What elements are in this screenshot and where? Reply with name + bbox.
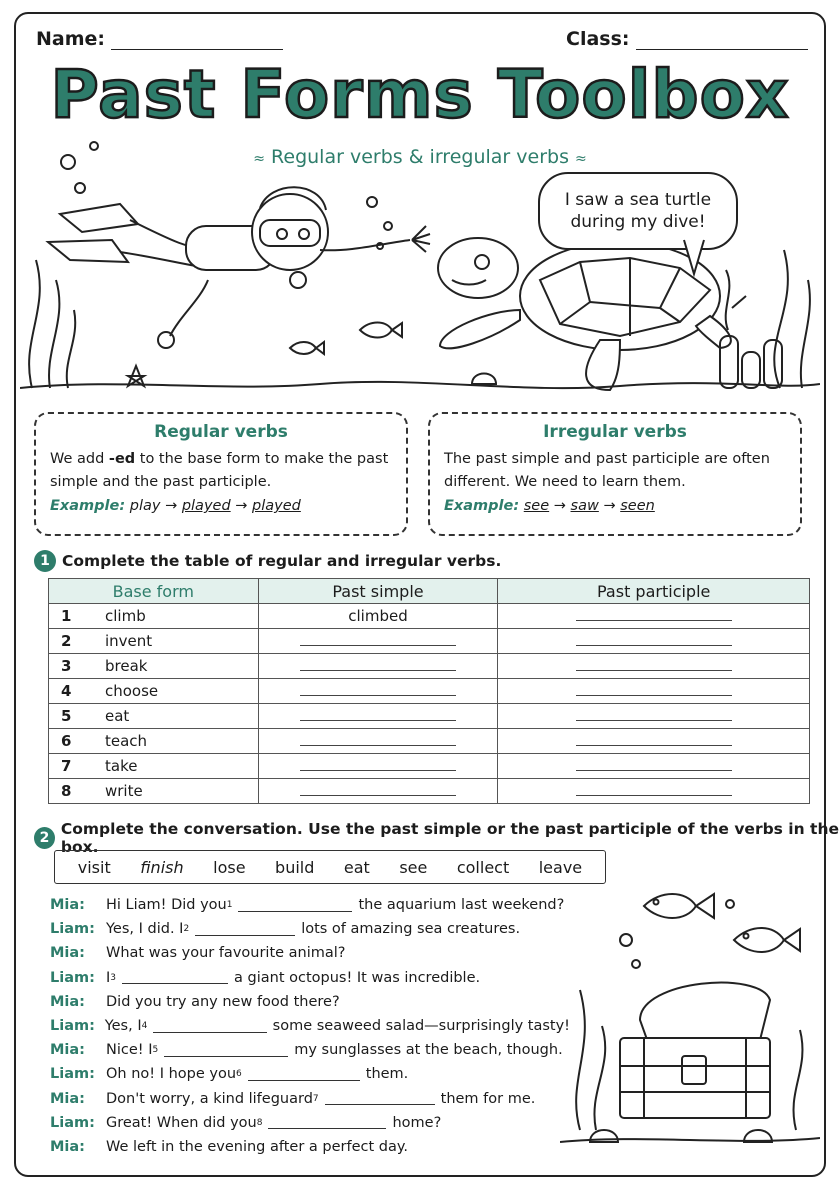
word-box-item: leave: [538, 857, 583, 877]
bubble-icon: [61, 155, 75, 169]
gap-number: 4: [141, 1021, 148, 1032]
dialogue-text: We left in the evening after a perfect day.: [106, 1138, 408, 1155]
word-box-item: build: [275, 857, 315, 877]
past-simple-cell[interactable]: [258, 654, 498, 679]
bubble-icon: [367, 197, 377, 207]
dialogue-text: Oh no! I hope you: [106, 1066, 237, 1083]
base-form-cell: [49, 704, 259, 729]
fish-icon: [644, 894, 714, 918]
seaweed-icon: [29, 260, 75, 388]
base-form-text: choose: [105, 682, 159, 700]
answer-gap[interactable]: [325, 1092, 435, 1105]
answer-line[interactable]: [300, 732, 456, 746]
base-form-cell: [49, 679, 259, 704]
dialogue-text: my sunglasses at the beach, though.: [294, 1042, 563, 1059]
coral-icon: [720, 270, 782, 388]
dialogue-line: [50, 1062, 570, 1086]
seaweed-icon: [794, 1030, 803, 1130]
word-box: [54, 850, 606, 884]
answer-line[interactable]: [576, 607, 732, 621]
base-form-text: break: [105, 657, 148, 675]
word-box-item: collect: [456, 857, 510, 877]
dialogue-line: [50, 1014, 570, 1038]
base-form-text: teach: [105, 732, 148, 750]
dialogue-line: [50, 941, 570, 965]
answer-line[interactable]: [576, 732, 732, 746]
base-form-cell: [49, 654, 259, 679]
dialogue-text: What was your favourite animal?: [106, 945, 346, 962]
bubble-icon: [75, 183, 85, 193]
regular-verbs-text: We add -ed to the base form to make the past simple and the past participle.: [50, 451, 389, 490]
table-row: [49, 654, 810, 679]
treasure-chest-illustration: [560, 880, 820, 1160]
past-participle-cell[interactable]: [498, 679, 810, 704]
row-number: 6: [61, 732, 72, 750]
bubble-icon: [90, 142, 98, 150]
answer-line[interactable]: [300, 657, 456, 671]
dialogue-text: some seaweed salad—surprisingly tasty!: [272, 1018, 570, 1035]
dialogue-text: them.: [365, 1066, 409, 1083]
word-box-item: lose: [213, 857, 246, 877]
gap-number: 1: [226, 900, 233, 911]
word-box-item: finish: [140, 857, 184, 877]
speech-bubble-tail: [680, 238, 710, 278]
answer-line[interactable]: [300, 632, 456, 646]
bubble-icon: [726, 900, 734, 908]
answer-line[interactable]: [576, 632, 732, 646]
dialogue-line: [50, 1087, 570, 1111]
speaker-name: Mia:: [50, 1090, 85, 1107]
speaker-name: Mia:: [50, 945, 85, 962]
col-header-base: Base form: [49, 579, 259, 604]
base-form-cell: [49, 754, 259, 779]
row-number: 2: [61, 632, 72, 650]
answer-line[interactable]: [300, 682, 456, 696]
irregular-verbs-box: [428, 412, 802, 536]
exercise-1-heading: 1 Complete the table of regular and irregular verbs.: [34, 550, 501, 572]
answer-gap[interactable]: [164, 1044, 288, 1057]
dialogue-line: [50, 966, 570, 990]
speaker-name: Liam:: [50, 1018, 95, 1035]
table-row: [49, 679, 810, 704]
dialogue-line: [50, 893, 570, 917]
past-simple-cell[interactable]: [258, 704, 498, 729]
table-row: [49, 729, 810, 754]
regular-verbs-box: [34, 412, 408, 536]
speaker-name: Mia:: [50, 1042, 85, 1059]
gap-number: 2: [183, 924, 190, 935]
gap-number: 5: [152, 1045, 159, 1056]
answer-line[interactable]: [576, 682, 732, 696]
past-participle-cell[interactable]: [498, 654, 810, 679]
speaker-name: Mia:: [50, 1138, 85, 1155]
dialogue-line: [50, 1111, 570, 1135]
arrow-icon: →: [235, 498, 248, 514]
dialogue-line: [50, 990, 570, 1014]
base-form-cell: [49, 604, 259, 629]
fish-icon: [360, 323, 402, 338]
speaker-name: Liam:: [50, 921, 95, 938]
gap-number: 6: [236, 1069, 242, 1080]
past-simple-text: climbed: [348, 607, 408, 625]
swirl-icon: ≈: [253, 151, 265, 167]
dialogue-line: [50, 1038, 570, 1062]
class-line[interactable]: [636, 32, 808, 50]
gap-number: 7: [312, 1093, 319, 1104]
base-form-cell: [49, 629, 259, 654]
dialogue-text: Yes, I: [104, 1018, 142, 1035]
past-participle-cell[interactable]: [498, 604, 810, 629]
irregular-example: Example: see → saw → seen: [444, 498, 655, 514]
arrow-icon: →: [603, 498, 616, 514]
dialogue-text: Don't worry, a kind lifeguard: [106, 1090, 313, 1107]
row-number: 7: [61, 757, 72, 775]
past-simple-cell: [258, 604, 498, 629]
arrow-icon: →: [165, 498, 178, 514]
answer-line[interactable]: [576, 707, 732, 721]
dialogue-text: a giant octopus! It was incredible.: [234, 969, 481, 986]
row-number: 1: [61, 607, 72, 625]
name-line[interactable]: [111, 32, 283, 50]
dialogue-text: Great! When did you: [106, 1114, 257, 1131]
answer-line[interactable]: [300, 757, 456, 771]
gap-number: 8: [256, 1117, 263, 1128]
table-row: [49, 779, 810, 804]
answer-gap[interactable]: [153, 1020, 266, 1033]
past-simple-cell[interactable]: [258, 729, 498, 754]
dialogue-text: Nice! I: [106, 1042, 153, 1059]
speaker-name: Liam:: [50, 969, 95, 986]
treasure-chest-icon: [620, 983, 770, 1118]
word-box-item: visit: [77, 857, 111, 877]
past-simple-cell[interactable]: [258, 629, 498, 654]
base-form-text: eat: [105, 707, 130, 725]
speech-bubble: I saw a sea turtle during my dive!: [538, 172, 738, 250]
seaweed-icon: [576, 990, 605, 1130]
bubble-icon: [620, 934, 632, 946]
base-form-text: write: [105, 782, 143, 800]
dialogue-text: Hi Liam! Did you: [106, 897, 227, 914]
past-simple-cell[interactable]: [258, 754, 498, 779]
dialogue-line: [50, 1135, 570, 1159]
answer-line[interactable]: [576, 782, 732, 796]
past-participle-cell[interactable]: [498, 729, 810, 754]
starfish-icon: [128, 366, 144, 386]
bubble-icon: [384, 222, 392, 230]
conversation: [50, 893, 570, 1159]
past-participle-cell[interactable]: [498, 704, 810, 729]
row-number: 3: [61, 657, 72, 675]
swirl-icon: ≈: [575, 151, 587, 167]
dialogue-text: them for me.: [440, 1090, 536, 1107]
shell-icon: [472, 374, 496, 385]
past-participle-cell[interactable]: [498, 779, 810, 804]
answer-line[interactable]: [576, 757, 732, 771]
col-header-past-participle: Past participle: [498, 579, 810, 604]
speaker-name: Mia:: [50, 897, 85, 914]
table-row: [49, 604, 810, 629]
gap-number: 3: [110, 972, 117, 983]
past-participle-cell[interactable]: [498, 754, 810, 779]
answer-line[interactable]: [300, 707, 456, 721]
table-row: [49, 704, 810, 729]
exercise-number-badge: 2: [34, 827, 55, 849]
fish-icon: [734, 928, 800, 952]
answer-gap[interactable]: [122, 971, 228, 984]
past-participle-cell[interactable]: [498, 629, 810, 654]
base-form-cell: [49, 779, 259, 804]
answer-gap[interactable]: [195, 923, 295, 936]
past-simple-cell[interactable]: [258, 779, 498, 804]
table-row: [49, 629, 810, 654]
row-number: 5: [61, 707, 72, 725]
arrow-icon: →: [553, 498, 566, 514]
seaweed-icon: [774, 250, 810, 388]
dialogue-text: the aquarium last weekend?: [358, 897, 565, 914]
table-row: [49, 754, 810, 779]
page-title: Past Forms Toolbox: [50, 56, 790, 133]
exercise-number-badge: 1: [34, 550, 56, 572]
past-simple-cell[interactable]: [258, 679, 498, 704]
speaker-name: Liam:: [50, 1114, 95, 1131]
answer-gap[interactable]: [248, 1068, 360, 1081]
irregular-verbs-heading: Irregular verbs: [543, 422, 687, 442]
base-form-text: take: [105, 757, 138, 775]
answer-line[interactable]: [300, 782, 456, 796]
answer-line[interactable]: [576, 657, 732, 671]
verb-table: [48, 578, 810, 804]
speaker-name: Mia:: [50, 993, 85, 1010]
col-header-past-simple: Past simple: [258, 579, 498, 604]
regular-verbs-heading: Regular verbs: [154, 422, 288, 442]
class-field[interactable]: Class:: [566, 28, 808, 50]
base-form-text: climb: [105, 607, 146, 625]
dialogue-text: Yes, I did. I: [106, 921, 184, 938]
speaker-name: Liam:: [50, 1066, 95, 1083]
answer-gap[interactable]: [268, 1116, 386, 1129]
dialogue-line: [50, 917, 570, 941]
page-subtitle: ≈ Regular verbs & irregular verbs ≈: [253, 146, 587, 168]
irregular-verbs-text: The past simple and past participle are often different. We need to learn them.: [444, 451, 770, 490]
base-form-text: invent: [105, 632, 153, 650]
dialogue-text: Did you try any new food there?: [106, 993, 340, 1010]
row-number: 4: [61, 682, 72, 700]
answer-gap[interactable]: [238, 899, 352, 912]
exercise-2-heading: 2 Complete the conversation. Use the past simple or the past participle of the verbs in the box.: [34, 820, 840, 856]
base-form-cell: [49, 729, 259, 754]
word-box-item: eat: [343, 857, 370, 877]
dialogue-text: home?: [392, 1114, 442, 1131]
word-box-item: see: [399, 857, 428, 877]
fish-icon: [290, 342, 324, 354]
name-field[interactable]: Name:: [36, 28, 283, 50]
row-number: 8: [61, 782, 72, 800]
bubble-icon: [632, 960, 640, 968]
regular-example: Example: play → played → played: [50, 498, 301, 514]
dialogue-text: I: [106, 969, 111, 986]
dialogue-text: lots of amazing sea creatures.: [301, 921, 521, 938]
